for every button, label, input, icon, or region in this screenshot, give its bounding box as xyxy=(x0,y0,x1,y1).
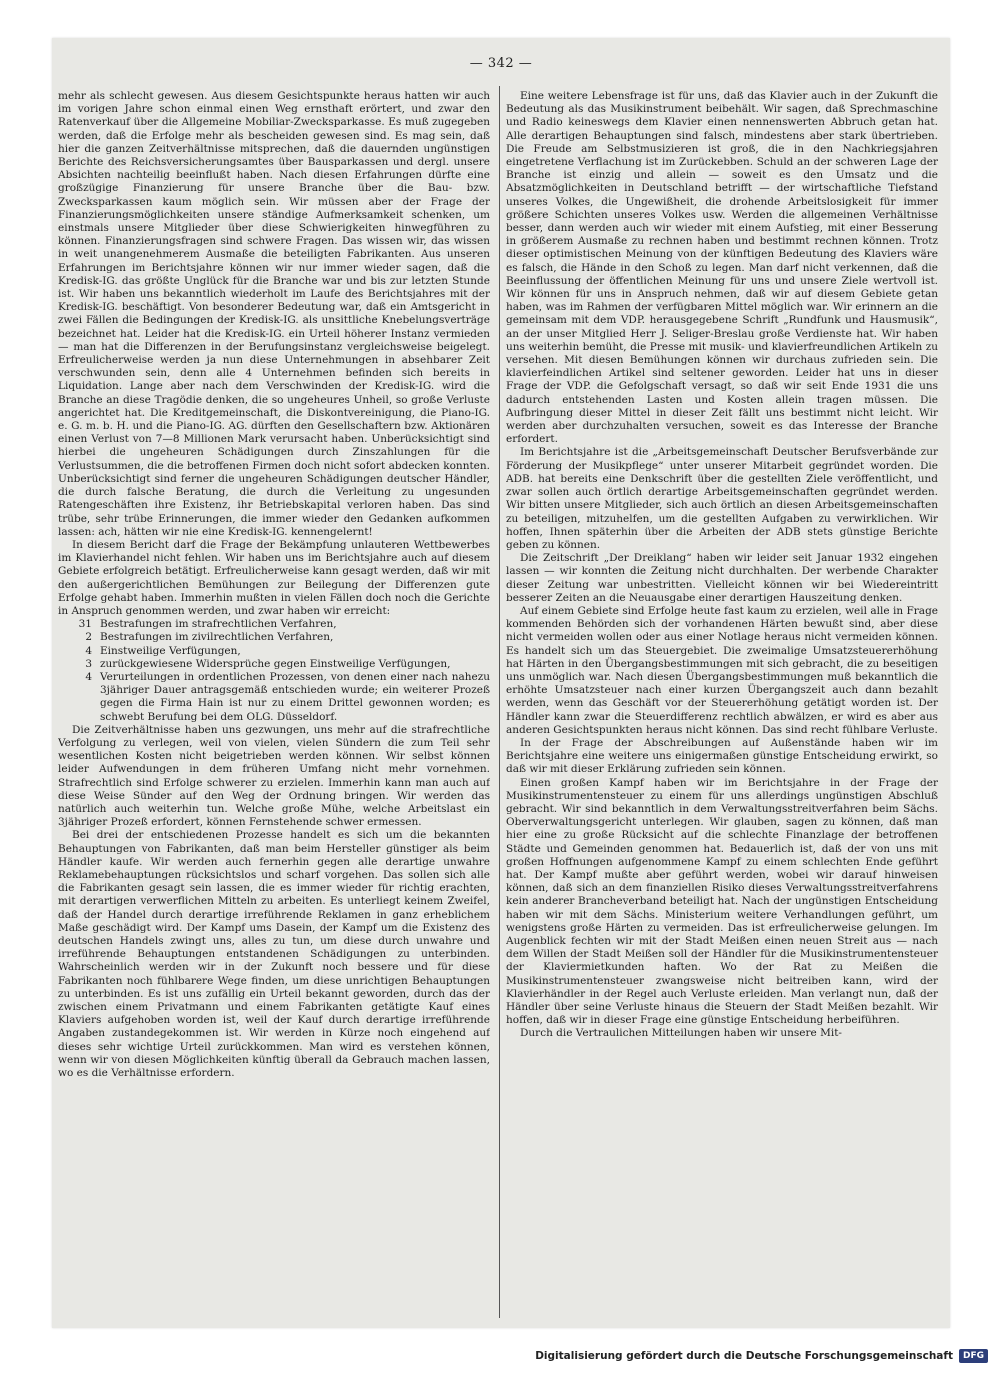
list-item xyxy=(85,657,490,671)
list-item xyxy=(85,644,490,658)
paragraph: Auf einem Gebiete sind Erfolge heute fast kaum zu erzielen, weil alle in Frage kommenden Behörden sich der vorhandenen Härten bewußt sind, aber diese nicht vermeiden wollen oder aus einer Notlage heraus nicht vermeiden können. Es handelt sich um das Steuergebiet. Die zweimalige Umsatzsteuererhöhung hat Härten in den Übergangsbestimmungen mit sich gebracht, die zu beseitigen uns unmöglich war. Nach diesen Übergangsbestimmungen muß bekanntlich die erhöhte Umsatzsteuer nach einer kurzen Übergangszeit auch dann bezahlt werden, wenn das Geschäft vor der Steuererhöhung getätigt worden ist. Der Händler kann zwar die Steuerdifferenz rechtlich abwälzen, er wird es aber aus anderen Gesichtspunkten heraus nicht können. Das sind recht fühlbare Verluste. xyxy=(506,604,938,736)
paragraph: Eine weitere Lebensfrage ist für uns, daß das Klavier auch in der Zukunft die Bedeutung als das Musikinstrument beibehält. Wir sagen, daß Sprechmaschine und Radio keineswegs dem Klavier einen nennenswerten Abbruch getan hat. Alle derartigen Behauptungen sind falsch, mindestens aber stark übertrieben. Die Freude am Selbstmusizieren ist groß, die in den Nachkriegsjahren eingetretene Verflachung ist im Zurückebben. Schuld an der schweren Lage der Branche ist einzig und allein — soweit es den Umsatz und die Absatzmöglichkeiten in Deutschland betrifft — der wirtschaftliche Tiefstand unseres Volkes, die Ungewißheit, die drohende Arbeitslosigkeit für immer größere Schichten unseres Volkes usw. Werden die allgemeinen Verhältnisse besser, dann werden auch wir wieder mit einem Aufstieg, mit einer Besserung in größerem Ausmaße zu rechnen haben und bestimmt rechnen können. Trotz dieser optimistischen Meinung von der künftigen Bedeutung des Klaviers wäre es falsch, die Hände in den Schoß zu legen. Man darf nicht verkennen, daß die Beeinflussung der öffentlichen Meinung für uns und unsere Ziele wertvoll ist. Wir können für uns in Anspruch nehmen, daß wir auf diesem Gebiete getan haben, was im Rahmen der verfügbaren Mittel möglich war. Wir erinnern an die gemeinsam mit dem VDP. herausgegebene Schrift „Rundfunk und Hausmusik“, an der unser Mitglied Herr J. Seliger-Breslau große Verdienste hat. Wir haben uns weiterhin bemüht, die Presse mit musik- und klavierfreundlichen Artikeln zu versehen. Mit diesen Bemühungen können wir durchaus zufrieden sein. Die klavierfeindlichen Artikel sind seltener geworden. Leider hat uns in dieser Frage der VDP. die Gefolgschaft versagt, so daß wir seit Ende 1931 die uns dadurch entstehenden Lasten und Kosten allein tragen müssen. Die Aufbringung dieser Mittel in dieser Zeit fällt uns bestimmt nicht leicht. Wir werden aber durchzuhalten versuchen, soweit es das Interesse der Branche erfordert. xyxy=(506,90,938,446)
right-column xyxy=(506,90,938,1312)
list-item-text: zurückgewiesene Widersprüche gegen Einstweilige Verfügungen, xyxy=(100,657,451,670)
paragraph: Bei drei der entschiedenen Prozesse handelt es sich um die bekannten Behauptungen von Fabrikanten, daß man beim Hersteller günstiger als beim Händler kaufe. Wir werden auch fernerhin gegen alle derartige unwahre Reklamebehauptungen rücksichtslos und scharf vorgehen. Das sollen sich alle die Fabrikanten gesagt sein lassen, die es immer wieder für richtig erachten, mit derartigen verwerflichen Mitteln zu arbeiten. Es unterliegt keinem Zweifel, daß der Handel durch derartige irreführende Reklamen in ganz erheblichem Maße geschädigt wird. Der Kampf ums Dasein, der Kampf um die Existenz des deutschen Handels zwingt uns, alles zu tun, um diese durch unwahre und irreführende Behauptungen entstandenen Schädigungen zu unterbinden. Wahrscheinlich werden wir in der Zukunft noch bessere und für diese Fabrikanten noch fühlbarere Wege finden, um diese unrichtigen Behauptungen zu unterbinden. Es ist uns zufällig ein Urteil bekannt geworden, durch das der zwischen einem Privatmann und einem Fabrikanten getätigte Kauf eines Klaviers aufgehoben worden ist, weil der Kauf durch derartige irreführende Angaben zustandegekommen ist. Wir werden in Kürze noch eingehend auf dieses sehr wichtige Urteil zurückkommen. Man wird es verstehen können, wenn wir von diesen Möglichkeiten künftig überall da Gebrauch machen lassen, wo es die Verhältnisse erfordern. xyxy=(58,829,490,1080)
list-item xyxy=(85,631,490,644)
page-number: — 342 — xyxy=(469,56,533,71)
column-divider xyxy=(499,86,500,1318)
list-item xyxy=(85,670,490,724)
left-column xyxy=(58,90,490,1312)
paragraph: Einen großen Kampf haben wir im Berichtsjahre in der Frage der Musikinstrumentensteuer zu einem für uns allerdings ungünstigen Abschluß gebracht. Wir sind bekanntlich in dem Verwaltungsstreitverfahren beim Sächs. Oberverwaltungsgericht unterlegen. Wir glauben, sagen zu können, daß man hier eine zu große Rücksicht auf die schlechte Finanzlage der betroffenen Städte und Gemeinden genommen hat. Bedauerlich ist, daß der von uns mit großen Hoffnungen aufgenommene Kampf zu einem schlechten Ende geführt hat. Der Kampf mußte aber geführt werden, wobei wir darauf hinweisen können, daß sich an dem finanziellen Risiko dieses Verwaltungsstreitverfahrens kein anderer Brancheverband beteiligt hat. Nach der ungünstigen Entscheidung haben wir mit dem Sächs. Ministerium weitere Verhandlungen geführt, um wenigstens große Härten zu vermeiden. Das ist erfreulicherweise gelungen. Im Augenblick fechten wir mit der Stadt Meißen einen neuen Streit aus — nach dem Willen der Stadt Meißen soll der Händler für die Musikinstrumentensteuer der Klaviermietkunden haften. Wo der Rat zu Meißen die Musikinstrumentensteuer zwangsweise nicht beitreiben kann, wird der Klavierhändler in der Regel auch Verluste erleiden. Man verlangt nun, daß der Händler über seine Verluste hinaus die Steuern der Stadt Meißen bezahlt. Wir hoffen, daß wir in dieser Frage eine günstige Entscheidung herbeiführen. xyxy=(506,776,938,1027)
paragraph: mehr als schlecht gewesen. Aus diesem Gesichtspunkte heraus hatten wir auch im vorigen Jahre schon einmal einen Weg ernsthaft erörtert, und zwar den Ratenverkauf über die Allgemeine Mobiliar-Zwecksparkasse. Es muß zugegeben werden, daß die Erfolge mehr als bescheiden gewesen sind. Es mag sein, daß hier die ganzen Zeitverhältnisse mitsprechen, daß die dauernden ungünstigen Berichte des Reichsversicherungsamtes über Bausparkassen und dergl. unsere Absichten nachteilig beeinflußt haben. Nach diesen Erfahrungen dürfte eine großzügige Finanzierung für unsere Branche über die Bau- bzw. Zwecksparkassen kaum möglich sein. Wir müssen aber der Frage der Finanzierungsmöglichkeiten unsere ständige Aufmerksamkeit schenken, um einstmals unsere Mitglieder über diese Schwierigkeiten hinwegführen zu können. Finanzierungsfragen sind schwere Fragen. Das wissen wir, das wissen in weit unangenehmerem Ausmaße die beteiligten Fabrikanten. Aus unseren Erfahrungen im Berichtsjahre können wir nur immer wieder sagen, daß die Kredisk-IG. das größte Unglück für die Branche war und bis zur letzten Stunde ist. Wir haben uns bekanntlich wiederholt im Laufe des Berichtsjahres mit der Kredisk-IG. beschäftigt. Von besonderer Bedeutung war, daß ein Amtsgericht in zwei Fällen die Bedingungen der Kredisk-IG. als unsittliche Knebelungsverträge bezeichnet hat. Leider hat die Kredisk-IG. ein Urteil höherer Instanz vermieden — man hat die Differenzen in der Berufungsinstanz vergleichsweise beigelegt. Erfreulicherweise werden ja nun diese Unternehmungen in absehbarer Zeit verschwunden sein, denn alle 4 Unternehmen befinden sich bereits in Liquidation. Lange aber nach dem Verschwinden der Kredisk-IG. wird die Branche an diese Tragödie denken, die so ungeheures Unheil, so große Verluste angerichtet hat. Die Kreditgemeinschaft, die Diskontvereinigung, die Piano-IG. e. G. m. b. H. und die Piano-IG. AG. dürften den Gesellschaftern bzw. Aktionären einen Verlust von 7—8 Millionen Mark verursacht haben. Unberücksichtigt sind hierbei die ungeheuren Schädigungen durch Zinszahlungen für die Verlustsummen, die die betroffenen Firmen doch nicht sofort abdecken konnten. Unberücksichtigt sind ferner die ungeheuren Schädigungen deutscher Händler, die durch falsche Beratung, die durch die Verleitung zu ungesunden Ratengeschäften ihre Existenz, ihr Betriebskapital verloren haben. Das sind trübe, sehr trübe Erinnerungen, die immer wieder den Gedanken aufkommen lassen: ach, hätten wir nie eine Kredisk-IG. kennengelernt! xyxy=(58,90,490,538)
paragraph: Durch die Vertraulichen Mitteilungen haben wir unsere Mit- xyxy=(520,1027,842,1040)
list-item-text: Verurteilungen in ordentlichen Prozessen, von denen einer nach nahezu 3jähriger Dauer antragsgemäß entschieden wurde; ein weiterer Prozeß gegen die Firma Hain ist nur zu einem Drittel gewonnen worden; es schwebt Berufung bei dem OLG. Düsseldorf. xyxy=(100,670,490,723)
list-item-count: 31 xyxy=(78,618,92,631)
list-item-count: 2 xyxy=(85,631,92,644)
list-item-text: Bestrafungen im zivilrechtlichen Verfahren, xyxy=(100,631,334,644)
paragraph: Die Zeitschrift „Der Dreiklang“ haben wir leider seit Januar 1932 eingehen lassen — wir konnten die Zeitung nicht durchhalten. Der werbende Charakter dieser Zeitung war unbestritten. Vielleicht können wir bei Wiedereintritt besserer Zeiten an die Neuausgabe einer derartigen Hauszeitung denken. xyxy=(506,552,938,604)
dfg-logo-text: DFG xyxy=(962,1351,984,1361)
list-item-count: 3 xyxy=(85,657,92,670)
footer-credit xyxy=(535,1349,988,1363)
paragraph: Im Berichtsjahre ist die „Arbeitsgemeinschaft Deutscher Berufsverbände zur Förderung der Musikpflege“ unter unserer Mitarbeit gegründet worden. Die ADB. hat bereits eine Denkschrift über die gestellten Ziele veröffentlicht, und zwar sollen auch örtlich derartige Arbeitsgemeinschaften gegründet werden. Wir bitten unsere Mitglieder, sich auch örtlich an diesen Arbeitsgemeinschaften zu beteiligen, mitzuhelfen, um die gestellten Aufgaben zu verwirklichen. Wir hoffen, Ihnen späterhin über die Arbeiten der ADB stets günstige Berichte geben zu können. xyxy=(506,446,938,551)
footer-text: Digitalisierung gefördert durch die Deutsche Forschungsgemeinschaft xyxy=(535,1350,953,1362)
paragraph: In der Frage der Abschreibungen auf Außenstände haben wir im Berichtsjahre eine weitere uns einigermaßen günstige Entscheidung erwirkt, so daß wir mit dieser Erklärung zufrieden sein können. xyxy=(506,736,938,776)
list-item-text: Bestrafungen im strafrechtlichen Verfahren, xyxy=(100,618,337,631)
scanned-page xyxy=(52,38,950,1328)
list-item xyxy=(78,618,490,631)
paragraph: In diesem Bericht darf die Frage der Bekämpfung unlauteren Wettbewerbes im Klavierhandel nicht fehlen. Wir haben uns im Berichtsjahre auch auf diesem Gebiete erfolgreich betätigt. Erfreulicherweise kann gesagt werden, daß wir mit den außergerichtlichen Bemühungen zur Beilegung der Differenzen gute Erfolge gehabt haben. Immerhin mußten in vielen Fällen doch noch die Gerichte in Anspruch genommen werden, und zwar haben wir erreicht: xyxy=(58,538,490,617)
list-item-text: Einstweilige Verfügungen, xyxy=(100,644,241,657)
paragraph: Die Zeitverhältnisse haben uns gezwungen, uns mehr auf die strafrechtliche Verfolgung zu verlegen, weil von vielen, vielen Sündern die zum Teil sehr wesentlichen Kosten nicht beigetrieben werden können. Wir selbst können leider Aufwendungen in dem früheren Umfang nicht mehr vornehmen. Strafrechtlich sind Erfolge schwerer zu erzielen. Immerhin kann man auch auf diese Weise Sünder auf den Weg der Ordnung bringen. Wir werden das natürlich auch weiterhin tun. Welche große Mühe, welche Arbeitslast ein 3jähriger Prozeß erfordert, können Fernstehende schwer ermessen. xyxy=(58,723,490,829)
results-list xyxy=(58,618,490,724)
list-item-count: 4 xyxy=(85,644,92,657)
dfg-logo-icon xyxy=(959,1349,988,1363)
list-item-count: 4 xyxy=(85,670,92,683)
